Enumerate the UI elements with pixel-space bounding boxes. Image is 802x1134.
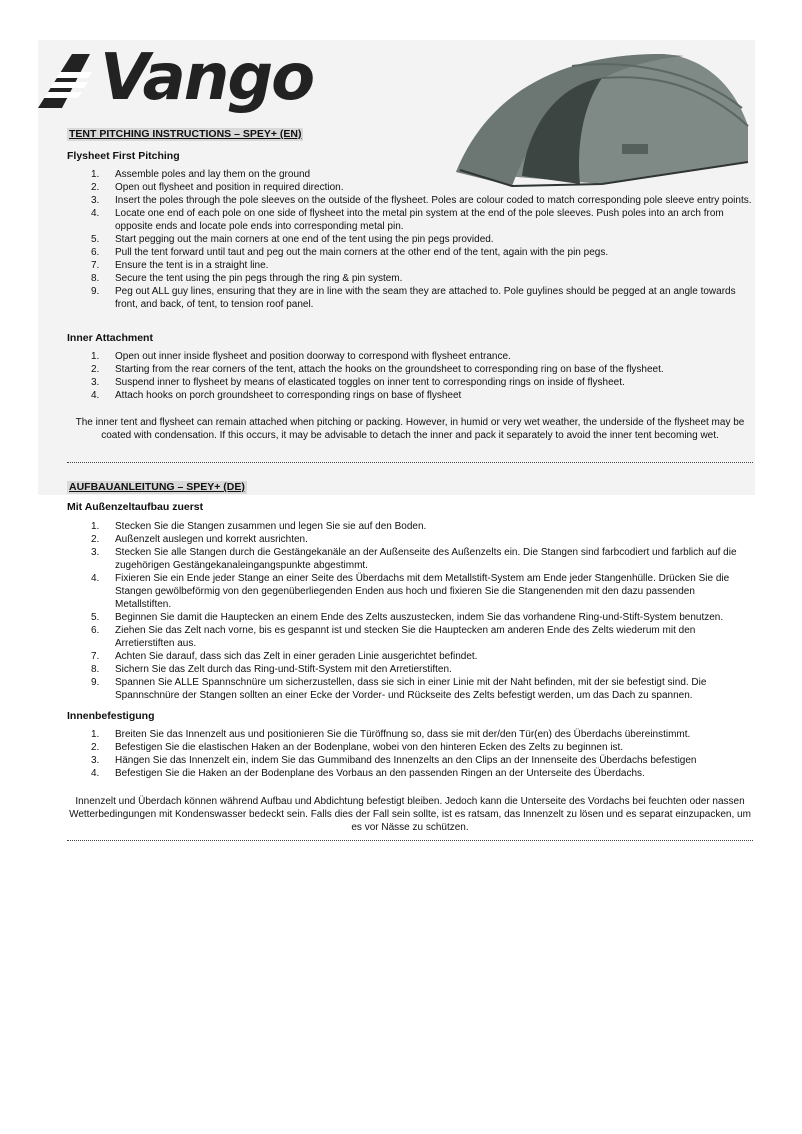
list-item: 2. Open out flysheet and position in required direction. bbox=[91, 182, 344, 193]
german-heading: AUFBAUANLEITUNG – SPEY+ (DE) bbox=[69, 481, 245, 493]
german-inner-title: Innenbefestigung bbox=[67, 710, 155, 722]
list-item: 1. Stecken Sie die Stangen zusammen und legen Sie sie auf den Boden. bbox=[91, 521, 427, 532]
list-item: 3. Hängen Sie das Innenzelt ein, indem Sie das Gummiband des Innenzelts an den Clips an der Innenseite des Überdachs befestigen bbox=[91, 755, 697, 766]
list-item: 8. Sichern Sie das Zelt durch das Ring-und-Stift-System mit den Arretierstiften. bbox=[91, 664, 452, 675]
list-item: 2. Starting from the rear corners of the tent, attach the hooks on the groundsheet to corresponding ring on base of the flysheet. bbox=[91, 364, 664, 375]
german-note: Innenzelt und Überdach können während Aufbau und Abdichtung befestigt bleiben. Jedoch kann die Unterseite des Vordachs bei feuchten oder nassen Wetterbedingungen mit Kondenswasser bedeckt sein. Falls dies der Fall sein sollte, ist es ratsam, das Innenzelt zu lösen und es separat einzupacken, um es vor Nässe zu schützen. bbox=[69, 796, 751, 833]
section-divider bbox=[67, 838, 753, 841]
english-flysheet-steps bbox=[67, 168, 753, 311]
german-flysheet-title: Mit Außenzeltaufbau zuerst bbox=[67, 501, 204, 513]
list-item: 1. Assemble poles and lay them on the ground bbox=[91, 169, 311, 180]
list-item: 3. Stecken Sie alle Stangen durch die Gestängekanäle an der Außenseite des Außenzelts ein. Die Stangen sind farbcodiert und farblich auf die zugehörigen Gestängekanaleingangspunkte abgestimmt. bbox=[91, 547, 737, 571]
section-divider bbox=[67, 460, 753, 463]
vango-logo bbox=[38, 41, 314, 118]
english-flysheet-title: Flysheet First Pitching bbox=[67, 150, 180, 162]
list-item: 4. Fixieren Sie ein Ende jeder Stange an einer Seite des Überdachs mit dem Metallstift-System am Ende jeder Stangenhülle. Drücken Sie die Stangen gewölbeförmig von den gegenüberliegenden Enden aus hoch und fixieren Sie die Stangenenden mit den dazu passenden Metallstiften. bbox=[91, 573, 730, 610]
list-item: 5. Start pegging out the main corners at one end of the tent using the pin pegs provided. bbox=[91, 234, 494, 245]
list-item: 7. Ensure the tent is in a straight line. bbox=[91, 260, 269, 271]
list-item: 6. Ziehen Sie das Zelt nach vorne, bis es gespannt ist und stecken Sie die Hauptecken am anderen Ende des Zelts wiederum mit den Arretierstiften aus. bbox=[91, 625, 696, 649]
english-inner-title: Inner Attachment bbox=[67, 332, 153, 344]
list-item: 2. Befestigen Sie die elastischen Haken an der Bodenplane, wobei von den hinteren Ecken des Zelts zu beginnen ist. bbox=[91, 742, 624, 753]
list-item: 3. Suspend inner to flysheet by means of elasticated toggles on inner tent to corresponding rings on inside of flysheet. bbox=[91, 377, 625, 388]
list-item: 4. Befestigen Sie die Haken an der Bodenplane des Vorbaus an den passenden Ringen an der Unterseite des Überdachs. bbox=[91, 768, 645, 779]
list-item: 9. Peg out ALL guy lines, ensuring that they are in line with the seam they are attached to. Pole guylines should be pegged at an angle towards front, and back, of tent, to tension roof panel. bbox=[91, 286, 736, 310]
list-item: 8. Secure the tent using the pin pegs through the ring & pin system. bbox=[91, 273, 403, 284]
list-item: 1. Open out inner inside flysheet and position doorway to correspond with flysheet entrance. bbox=[91, 351, 511, 362]
list-item: 4. Locate one end of each pole on one side of flysheet into the metal pin system at the end of the pole sleeves. Push poles into an arch from opposite ends and locate pole ends into corresponding metal pin. bbox=[91, 208, 724, 232]
english-note: The inner tent and flysheet can remain attached when pitching or packing. However, in humid or very wet weather, the underside of the flysheet may be coated with condensation. If this occurs, it may be advisable to detach the inner and pack it separately to avoid the inner tent becoming wet. bbox=[75, 417, 745, 441]
list-item: 2. Außenzelt auslegen und korrekt ausrichten. bbox=[91, 534, 308, 545]
list-item: 1. Breiten Sie das Innenzelt aus und positionieren Sie die Türöffnung so, dass sie mit der/den Tür(en) des Überdachs übereinstimmt. bbox=[91, 729, 691, 740]
list-item: 7. Achten Sie darauf, dass sich das Zelt in einer geraden Linie ausgerichtet befindet. bbox=[91, 651, 478, 662]
english-inner-steps bbox=[67, 350, 753, 402]
logo-wordmark: Vango bbox=[100, 41, 314, 115]
list-item: 6. Pull the tent forward until taut and peg out the main corners at the other end of the tent, again with the pin pegs. bbox=[91, 247, 609, 258]
list-item: 5. Beginnen Sie damit die Hauptecken an einem Ende des Zelts auszustecken, indem Sie das vorhandene Ring-und-Stift-System benutzen. bbox=[91, 612, 724, 623]
german-inner-steps bbox=[67, 728, 753, 780]
list-item: 9. Spannen Sie ALLE Spannschnüre um sicherzustellen, dass sie sich in einer Linie mit der Naht befinden, mit der sie befestigt sind. Die Spannschnüre der Stangen sollten an einer Ecke der Vorder- und Rückseite des Zelts befestigt werden, um das Dach zu spannen. bbox=[91, 677, 707, 701]
list-item: 3. Insert the poles through the pole sleeves on the outside of the flysheet. Poles are colour coded to match corresponding pole sleeve entry points. bbox=[91, 195, 752, 206]
list-item: 4. Attach hooks on porch groundsheet to corresponding rings on base of flysheet bbox=[91, 390, 462, 401]
english-heading: TENT PITCHING INSTRUCTIONS – SPEY+ (EN) bbox=[69, 128, 302, 140]
german-flysheet-steps bbox=[67, 520, 753, 702]
